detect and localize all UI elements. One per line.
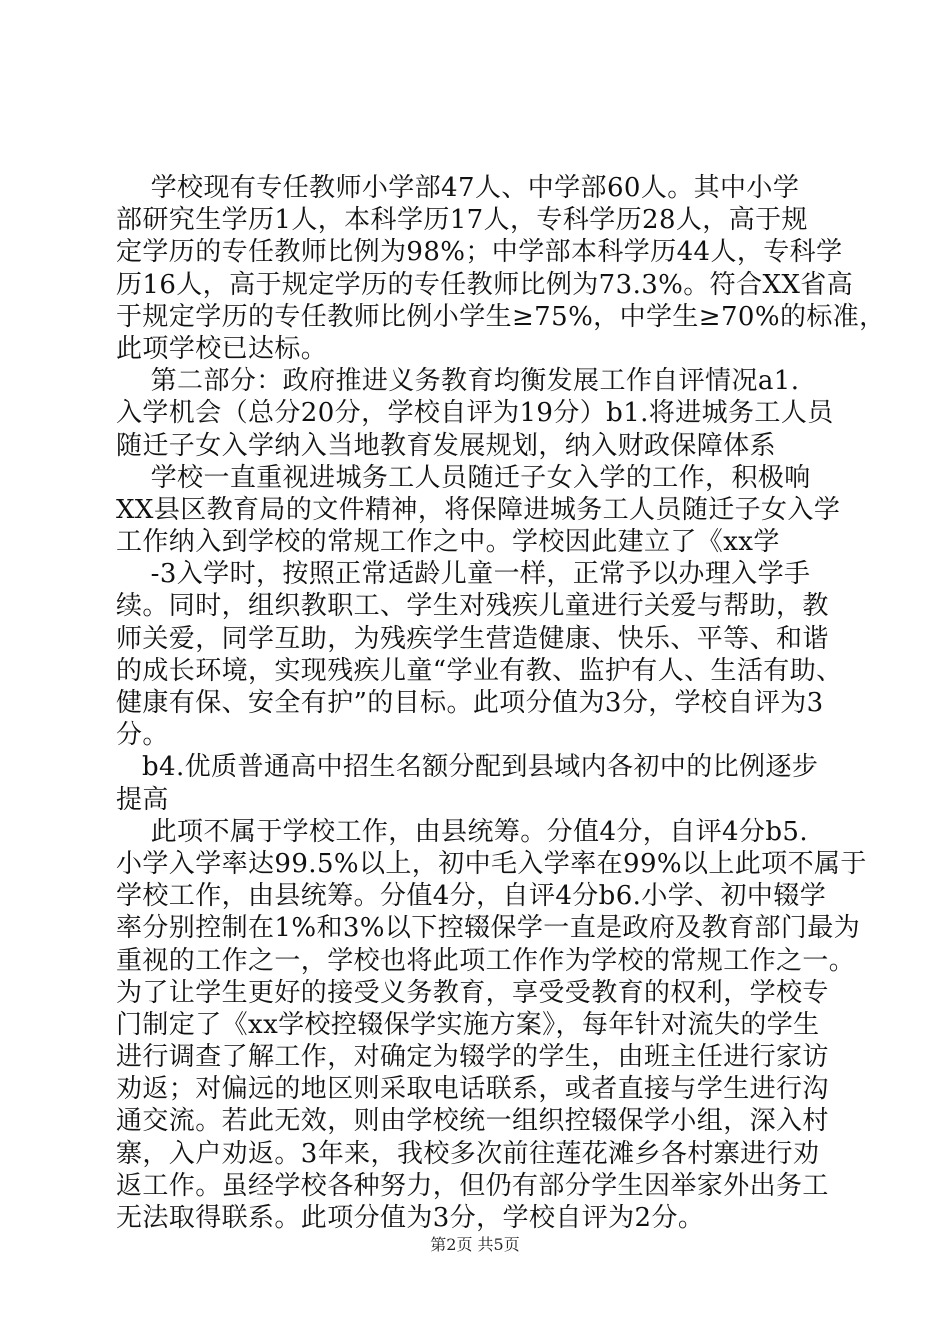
text-line: 小学入学率达99.5%以上，初中毛入学率在99%以上此项不属于 [116, 848, 867, 879]
text-line: 健康有保、安全有护”的目标。此项分值为3分，学校自评为3 [116, 688, 824, 718]
text-line: 提高 [116, 784, 169, 815]
text-line: 为了让学生更好的接受义务教育，享受受教育的权利，学校专 [116, 977, 829, 1008]
text-line: 此项不属于学校工作，由县统筹。分值4分，自评4分b5. [116, 816, 808, 847]
text-line: -3入学时，按照正常适龄儿童一样，正常予以办理入学手 [116, 559, 811, 590]
text-line: 此项学校已达标。 [116, 333, 328, 364]
text-line: 门制定了《xx学校控辍保学实施方案》，每年针对流失的学生 [116, 1009, 820, 1040]
text-line: XX县区教育局的文件精神，将保障进城务工人员随迁子女入学 [116, 494, 841, 525]
text-line: 寨，入户劝返。3年来，我校多次前往莲花滩乡各村寨进行劝 [116, 1138, 820, 1169]
text-line: 师关爱，同学互助，为残疾学生营造健康、快乐、平等、和谐 [116, 623, 829, 654]
text-line: 于规定学历的专任教师比例小学生≥75%，中学生≥70%的标准， [116, 301, 886, 332]
text-line: 部研究生学历1人，本科学历17人，专科学历28人，高于规 [116, 205, 808, 236]
text-line: 进行调查了解工作，对确定为辍学的学生，由班主任进行家访 [116, 1042, 829, 1073]
text-line: 历16人，高于规定学历的专任教师比例为73.3%。符合XX省高 [116, 269, 854, 300]
text-line: 学校现有专任教师小学部47人、中学部60人。其中小学 [116, 173, 800, 203]
text-line: 劝返；对偏远的地区则采取电话联系，或者直接与学生进行沟 [116, 1074, 829, 1105]
text-line: 工作纳入到学校的常规工作之中。学校因此建立了《xx学 [116, 527, 780, 558]
text-line: 的成长环境，实现残疾儿童“学业有教、监护有人、生活有助、 [116, 655, 843, 686]
text-line: b4.优质普通高中招生名额分配到县域内各初中的比例逐步 [116, 752, 819, 783]
page-footer: 第2页 共5页 [430, 1235, 520, 1254]
text-line: 率分别控制在1%和3%以下控辍保学一直是政府及教育部门最为 [116, 913, 861, 944]
text-line: 随迁子女入学纳入当地教育发展规划，纳入财政保障体系 [116, 430, 777, 461]
text-line: 第二部分：政府推进义务教育均衡发展工作自评情况a1. [116, 366, 800, 397]
text-line: 通交流。若此无效，则由学校统一组织控辍保学小组，深入村 [116, 1106, 829, 1137]
text-line: 学校工作，由县统筹。分值4分，自评4分b6.小学、初中辍学 [116, 881, 827, 912]
text-line: 定学历的专任教师比例为98%；中学部本科学历44人，专科学 [116, 237, 843, 268]
text-line: 学校一直重视进城务工人员随迁子女入学的工作，积极响 [116, 462, 811, 493]
text-line: 入学机会（总分20分，学校自评为19分）b1.将进城务工人员 [116, 398, 834, 429]
text-line: 分。 [116, 720, 169, 751]
text-line: 重视的工作之一，学校也将此项工作作为学校的常规工作之一。 [116, 945, 856, 976]
text-line: 续。同时，组织教职工、学生对残疾儿童进行关爱与帮助，教 [116, 591, 829, 622]
document-body [116, 172, 886, 1234]
text-line: 无法取得联系。此项分值为3分，学校自评为2分。 [116, 1203, 705, 1233]
text-line: 返工作。虽经学校各种努力，但仍有部分学生因举家外出务工 [116, 1170, 829, 1201]
